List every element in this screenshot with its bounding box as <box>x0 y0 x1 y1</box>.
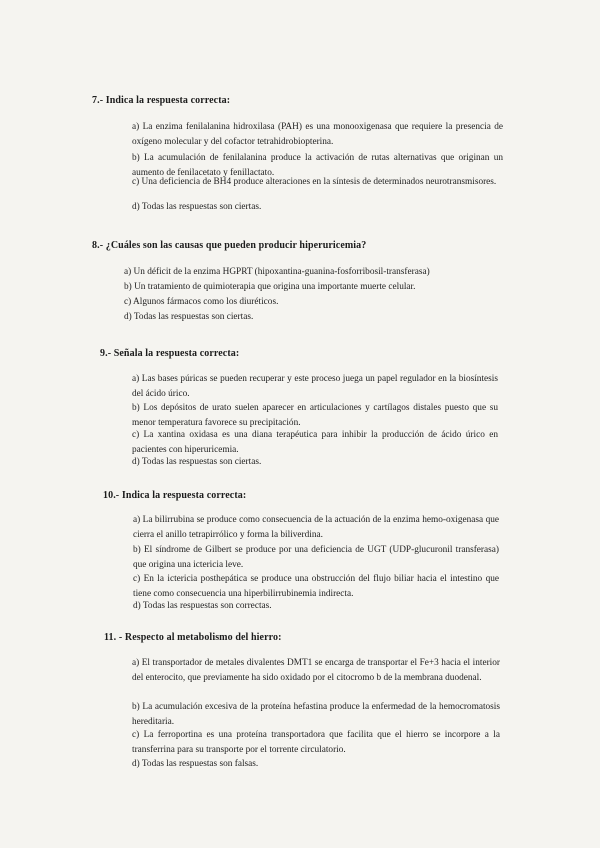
question-9-title: 9.- Señala la respuesta correcta: <box>100 348 240 359</box>
question-9-option-d: d) Todas las respuestas son ciertas. <box>132 457 262 467</box>
question-10-option-d: d) Todas las respuestas son correctas. <box>133 601 272 611</box>
question-7-option-c: c) Una deficiencia de BH4 produce alteraciones en la síntesis de determinados neurotransmisores. <box>132 177 497 187</box>
question-8-option-b: b) Un tratamiento de quimioterapia que origina una importante muerte celular. <box>124 282 416 292</box>
question-8-option-a: a) Un déficit de la enzima HGPRT (hipoxantina-guanina-fosforribosil-transferasa) <box>124 267 430 277</box>
question-11-option-d: d) Todas las respuestas son falsas. <box>132 759 259 769</box>
question-11-option-a: a) El transportador de metales divalentes DMT1 se encarga de transportar el Fe+3 hacia el interior del enterocito, que previamente ha sido oxidado por el citocromo b de la membrana duodenal. <box>132 658 500 684</box>
question-9-option-b: b) Los depósitos de urato suelen aparecer en articulaciones y cartílagos distales puesto que su menor temperatura favorece su precipitación. <box>132 403 498 429</box>
question-11-option-b: b) La acumulación excesiva de la proteína hefastina produce la enfermedad de la hemocromatosis hereditaria. <box>132 702 500 728</box>
question-10-title: 10.- Indica la respuesta correcta: <box>103 490 247 501</box>
question-8-option-c: c) Algunos fármacos como los diuréticos. <box>124 297 279 307</box>
question-7-title: 7.- Indica la respuesta correcta: <box>92 95 231 106</box>
question-11-option-c: c) La ferroportina es una proteína transportadora que facilita que el hierro se incorpore a la transferrina para su transporte por el torrente circulatorio. <box>132 730 500 756</box>
question-8-title: 8.- ¿Cuáles son las causas que pueden producir hiperuricemia? <box>92 240 367 251</box>
question-7-option-b: b) La acumulación de fenilalanina produce la activación de rutas alternativas que originan un aumento de fenilacetato y fenillactato. <box>132 153 503 179</box>
question-7-option-a: a) La enzima fenilalanina hidroxilasa (PAH) es una monooxigenasa que requiere la presencia de oxígeno molecular y del cofactor tetrahidrobiopterina. <box>132 122 503 148</box>
question-9-option-c: c) La xantina oxidasa es una diana terapéutica para inhibir la producción de ácido úrico en pacientes con hiperuricemia. <box>132 430 498 456</box>
question-10-option-c: c) En la ictericia posthepática se produce una obstrucción del flujo biliar hacia el intestino que tiene como consecuencia una hiperbilirrubinemia indirecta. <box>133 574 499 600</box>
question-10-option-a: a) La bilirrubina se produce como consecuencia de la actuación de la enzima hemo-oxigenasa que cierra el anillo tetrapirrólico y forma la biliverdina. <box>133 515 499 541</box>
question-7-option-d: d) Todas las respuestas son ciertas. <box>132 202 262 212</box>
question-11-title: 11. - Respecto al metabolismo del hierro: <box>104 632 282 643</box>
question-10-option-b: b) El síndrome de Gilbert se produce por una deficiencia de UGT (UDP-glucuronil transferasa) que origina una ictericia leve. <box>133 545 499 571</box>
question-8-option-d: d) Todas las respuestas son ciertas. <box>124 312 254 322</box>
question-9-option-a: a) Las bases púricas se pueden recuperar y este proceso juega un papel regulador en la biosíntesis del ácido úrico. <box>132 374 498 400</box>
